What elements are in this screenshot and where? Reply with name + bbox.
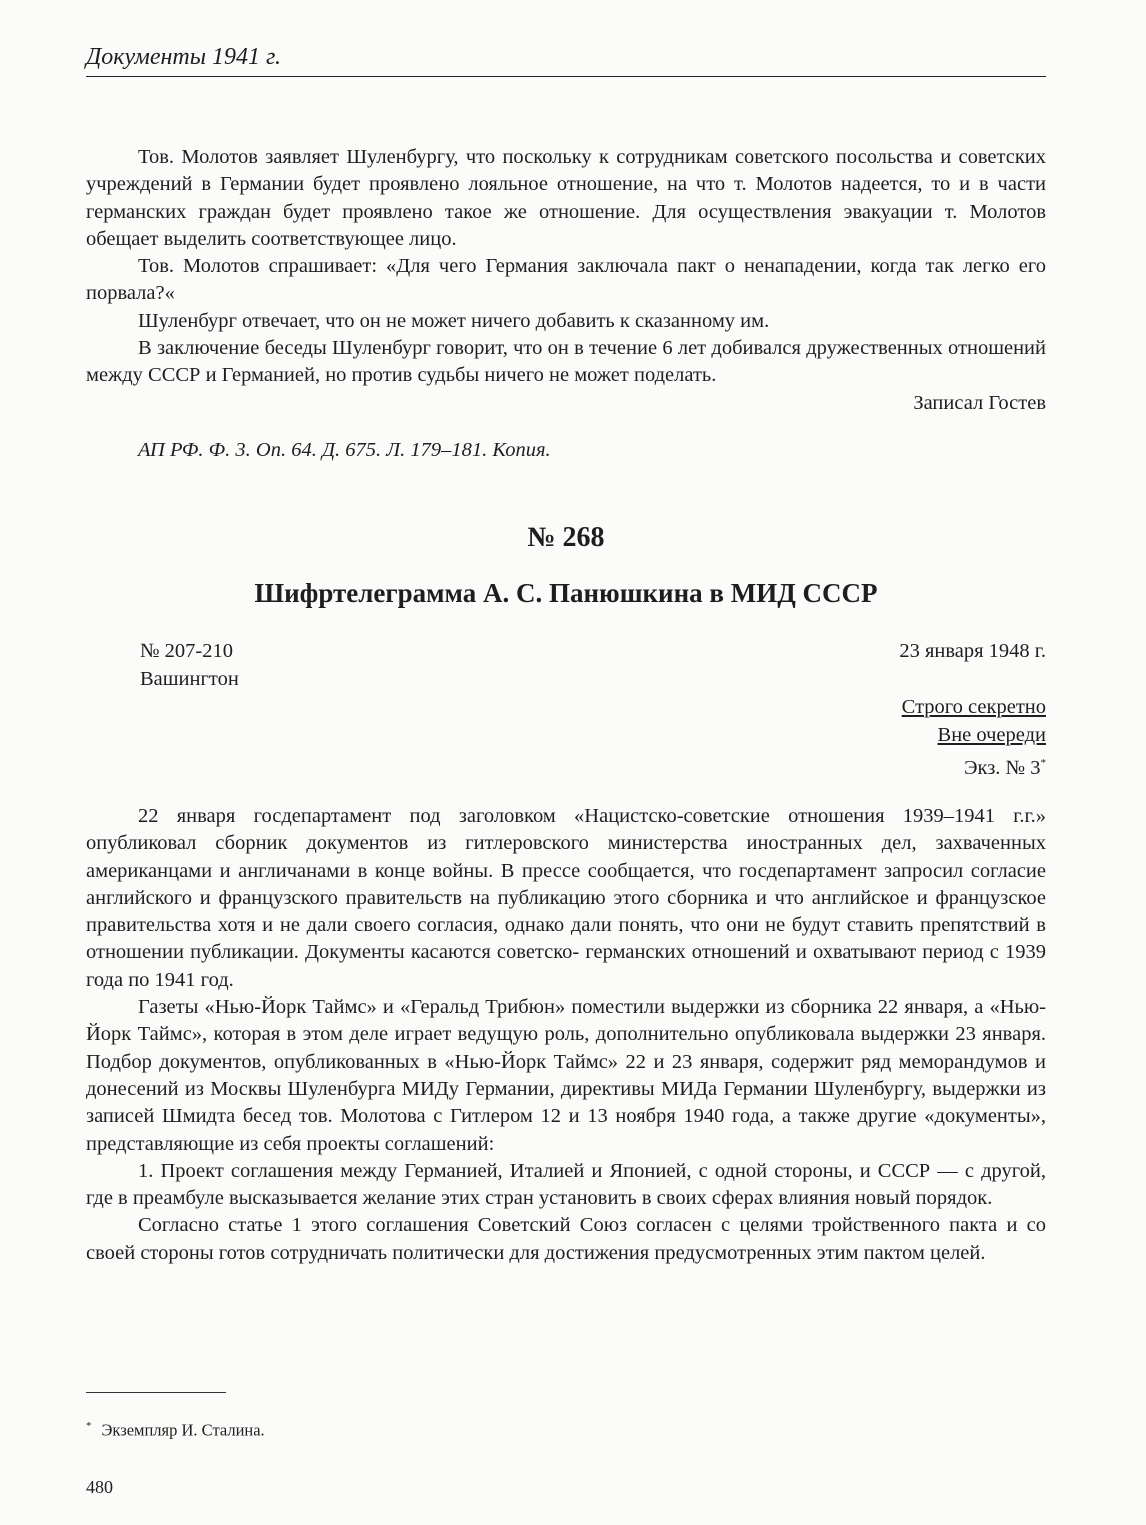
previous-document-ending <box>86 144 1046 464</box>
copy-number <box>964 750 1046 782</box>
paragraph: Шуленбург отвечает, что он не может ничего добавить к сказанному им. <box>138 309 770 332</box>
footnote-ref: * <box>1040 757 1046 769</box>
archive-source: АП РФ. Ф. 3. Оп. 64. Д. 675. Л. 179–181. Копия. <box>138 438 551 461</box>
running-head: Документы 1941 г. <box>86 44 282 70</box>
paragraph: Тов. Молотов спрашивает: «Для чего Германия заключала пакт о ненападении, когда так легко его порвала?« <box>86 255 1046 305</box>
telegram-place: Вашингтон <box>140 668 239 690</box>
document-title: Шифртелеграмма А. С. Панюшкина в МИД СССР <box>254 578 878 608</box>
page-number: 480 <box>86 1477 113 1497</box>
paragraph: В заключение беседы Шуленбург говорит, что он в течение 6 лет добивался дружественных отношений между СССР и Германией, но против судьбы ничего не может поделать. <box>86 337 1046 387</box>
footnote-text: Экземпляр И. Сталина. <box>101 1420 265 1440</box>
paragraph: Тов. Молотов заявляет Шуленбургу, что поскольку к сотрудникам советского посольства и советских учреждений в Германии будет проявлено лояльное отношение, на что т. Молотов надеется, то и в части германских граждан будет проявлено такое же отношение. Для осуществления эвакуации т. Молотов обещает выделить соответствующее лицо. <box>86 146 1046 250</box>
recorded-by: Записал Гостев <box>913 391 1046 414</box>
classification-mark: Строго секретно <box>901 696 1046 718</box>
telegram-number: № 207-210 <box>140 640 234 662</box>
paragraph: 1. Проект соглашения между Германией, Италией и Японией, с одной стороны, и СССР — с другой, где в преамбуле высказывается желание этих стран установить в своих сферах влияния новый порядок. <box>86 1159 1046 1210</box>
telegram-meta-row <box>86 638 1046 665</box>
footnote <box>86 1415 265 1442</box>
copy-number-text: Экз. № 3 <box>963 756 1041 779</box>
telegram-date: 23 января 1948 г. <box>899 640 1046 662</box>
telegram-body <box>86 803 1046 1267</box>
paragraph: Согласно статье 1 этого соглашения Советский Союз согласен с целями тройственного пакта и со своей стороны готов сотрудничать политически для достижения предусмотренных этим пактом целей. <box>86 1214 1046 1264</box>
footnote-mark: * <box>86 1420 92 1432</box>
footnote-rule <box>86 1392 226 1393</box>
header-rule <box>86 76 1046 77</box>
paragraph: 22 января госдепартамент под заголовком «Нацистско-советские отношения 1939–1941 г.г.» опубликовал сборник документов из гитлеровского министерства иностранных дел, захваченных американцами и англичанами в конце войны. В прессе сообщается, что госдепартамент запросил согласие английского и французского правительств на публикацию этого сборника и что английское и французское правительства хотя и не дали своего согласия, однако дали понять, что они не будут ставить препятствий в отношении публикации. Документы касаются советско- германских отношений и охватывают период с 1939 года по 1941 год. <box>86 805 1046 991</box>
document-number: № 268 <box>527 522 605 553</box>
priority-mark: Вне очереди <box>937 724 1046 746</box>
paragraph: Газеты «Нью-Йорк Таймс» и «Геральд Трибюн» поместили выдержки из сборника 22 января, а «Нью-Йорк Таймс», которая в этом деле играет ведущую роль, дополнительно опубликовала выдержки 23 января. Подбор документов, опубликованных в «Нью-Йорк Таймс» 22 и 23 января, содержит ряд меморандумов и донесений из Москвы Шуленбурга МИДу Германии, директивы МИДа Германии Шуленбургу, выдержки из записей Шмидта бесед тов. Молотова с Гитлером 12 и 13 ноября 1940 года, а также другие «документы», представляющие из себя проекты соглашений: <box>86 996 1046 1155</box>
telegram-place-row <box>86 666 1046 693</box>
